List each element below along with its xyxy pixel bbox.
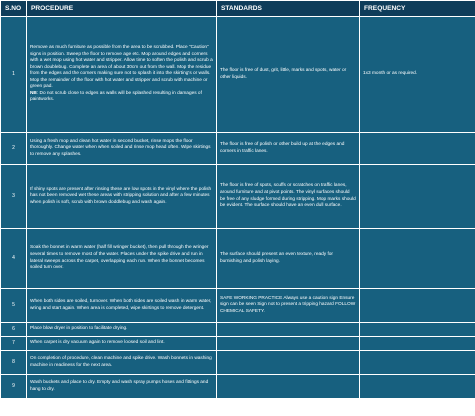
- row-number: 1: [1, 17, 27, 133]
- header-sno: S.NO: [1, 1, 27, 17]
- procedure-text: Remove as much furniture as possible from the area to be scrubbed. Place "Caution" signs in position. Sweep the floor to remove age etc. Mop around edges and corners with a wet mop using hot water and stripper. Allow time to soften the polish and scrub a brown doublebug. Complete an area of about 30cm out from the wall. Mop the residue from the edges and the corners making sure not to splash it into the skirting's or walls. Mop the remainder of the floor with hot water and stripper and scrub with machine or green pad.: [30, 45, 213, 90]
- row-number: 5: [1, 289, 27, 323]
- table-row: [1, 165, 475, 229]
- row-number: 9: [1, 375, 27, 399]
- header-procedure: PROCEDURE: [27, 1, 217, 17]
- table-header-row: [1, 1, 475, 17]
- standards-cell: [217, 337, 360, 351]
- procedure-cell: When carpet is dry vacuum again to remove loosed soil and lint.: [27, 337, 217, 351]
- row-number: 7: [1, 337, 27, 351]
- table-row: [1, 323, 475, 337]
- procedure-cell: Using a fresh mop and clean hot water in second bucket, rinse mops the floor thoroughly. Change water when when soiled and rinse mop head often. Wipe skirtings to remove any splashes.: [27, 133, 217, 165]
- procedure-cell: Wash buckets and place to dry. Empty and wash spray pumps hoses and fittings and hang to dry.: [27, 375, 217, 399]
- frequency-cell: [360, 229, 475, 289]
- standards-cell: [217, 351, 360, 375]
- row-number: 3: [1, 165, 27, 229]
- procedure-cell: When both sides are soiled, turnover. When both sides are soiled wash in warm water, wring and start again. When area is completed, wipe skirtings to remove detergent.: [27, 289, 217, 323]
- standards-cell: The floor is free of spots, scuffs or scratches on traffic lanes, around furniture and at pivot points. The vinyl surfaces should be free of any sludge formed during stripping. Mop marks should be evident. The surface should have an even dull surface.: [217, 165, 360, 229]
- table-row: [1, 17, 475, 133]
- frequency-cell: [360, 165, 475, 229]
- table-row: [1, 289, 475, 323]
- procedure-cell: On completion of procedure, clean machine and spike drive. Wash bonnets in washing machine in readiness for the next area.: [27, 351, 217, 375]
- standards-cell: The surface should present an even texture, ready for burnishing and polish laying.: [217, 229, 360, 289]
- table-row: [1, 351, 475, 375]
- frequency-cell: [360, 337, 475, 351]
- header-frequency: FREQUENCY: [360, 1, 475, 17]
- row-number: 2: [1, 133, 27, 165]
- frequency-cell: [360, 323, 475, 337]
- standards-cell: [217, 375, 360, 399]
- standards-cell: SAFE WORKING PRACTICE Always use a caution sign Ensure sign can be seen Sign not to present a tripping hazard FOLLOW CHEMICAL SAFETY.: [217, 289, 360, 323]
- frequency-cell: [360, 289, 475, 323]
- row-number: 6: [1, 323, 27, 337]
- frequency-cell: 1x3 month or as required.: [360, 17, 475, 133]
- table-row: [1, 375, 475, 399]
- procedure-cell: If shiny spots are present after rinsing these are low spots in the vinyl where the polish has not been removed wet these areas with stripping solution and after a few minutes when polish is soft, scrub with brown doddlebug and wash again.: [27, 165, 217, 229]
- table-row: [1, 229, 475, 289]
- row-number: 8: [1, 351, 27, 375]
- procedure-cell: Place blow dryer in position to facilitate drying.: [27, 323, 217, 337]
- frequency-cell: [360, 351, 475, 375]
- procedure-cell: [27, 17, 217, 133]
- note-text: : Do not scrub close to edges as walls will be splashed resulting in damages of paintworks.: [30, 90, 202, 103]
- frequency-cell: [360, 375, 475, 399]
- standards-cell: [217, 323, 360, 337]
- frequency-cell: [360, 133, 475, 165]
- standards-cell: The floor is free of polish or other build up at the edges and corners in traffic lanes.: [217, 133, 360, 165]
- header-standards: STANDARDS: [217, 1, 360, 17]
- note-label: NB: [30, 90, 37, 96]
- procedure-cell: Soak the bonnet in warm water (half fill wringer bucket), then pull through the wringer several times to remove most of the water. Places under the spike drive and run in lateral sweeps across the carpet, overlapping each run. When the bonnet becomes soiled turn over.: [27, 229, 217, 289]
- table-row: [1, 133, 475, 165]
- table-row: [1, 337, 475, 351]
- standards-cell: The floor is free of dust, grit, little, marks and spots, water or other liquids.: [217, 17, 360, 133]
- row-number: 4: [1, 229, 27, 289]
